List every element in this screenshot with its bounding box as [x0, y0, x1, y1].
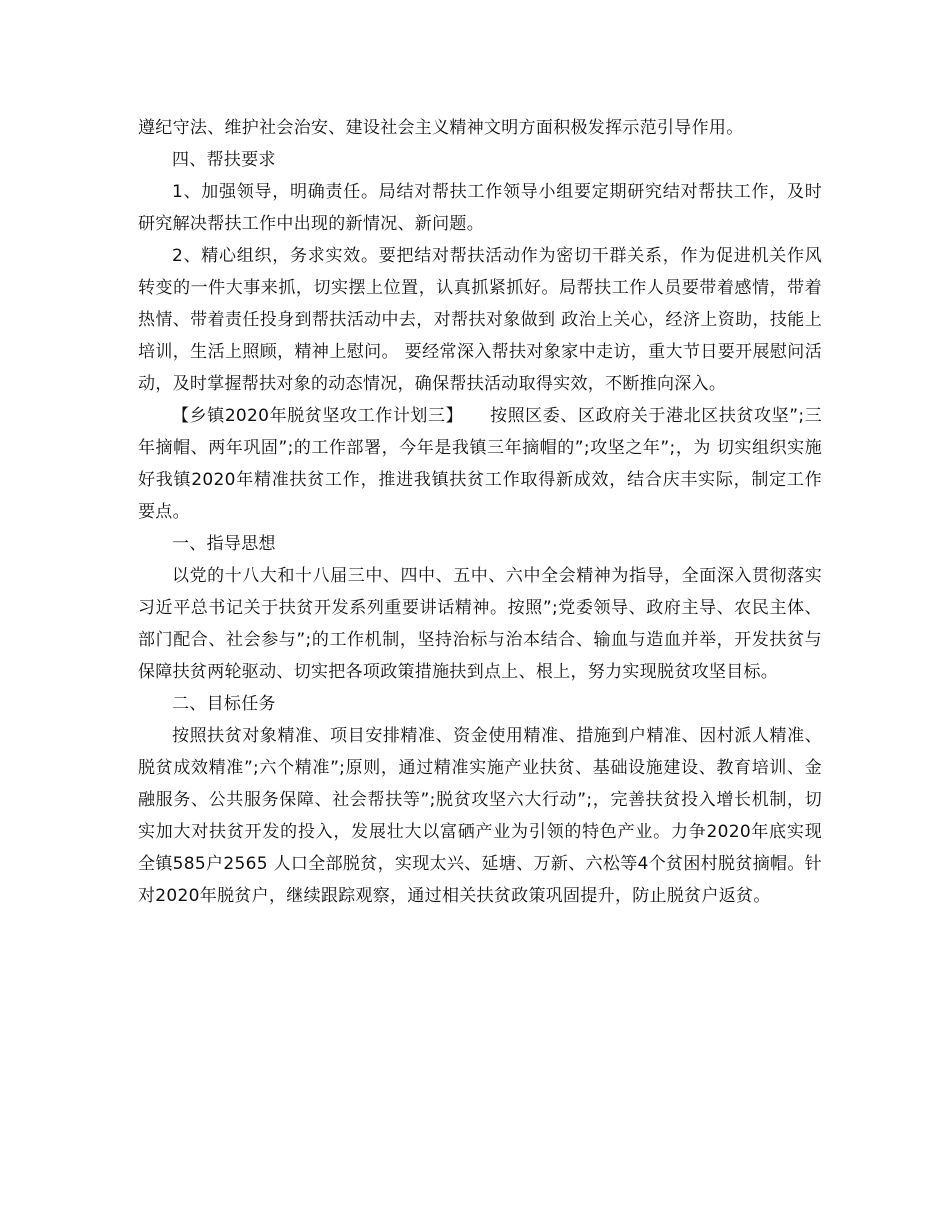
section-heading-guiding-thought: 一、指导思想: [172, 534, 276, 554]
paragraph-guiding-thought: 以党的十八大和十八届三中、四中、五中、六中全会精神为指导，全面深入贯彻落实习近平总书记关于扶贫开发系列重要讲话精神。按照”;党委领导、政府主导、农民主体、部门配合、社会参与”;的工作机制，坚持治标与治本结合、输血与造血并举，开发扶贫与保障扶贫两轮驱动、切实把各项政策措施扶到点上、根上，努力实现脱贫攻坚目标。: [138, 566, 822, 682]
section-heading-requirements: 四、帮扶要求: [172, 150, 276, 170]
paragraph-organization: 2、精心组织，务求实效。要把结对帮扶活动作为密切干群关系，作为促进机关作风转变的一件大事来抓，切实摆上位置，认真抓紧抓好。局帮扶工作人员要带着感情，带着热情、带着责任投身到帮扶活动中去，对帮扶对象做到 政治上关心，经济上资助，技能上培训，生活上照顾，精神上慰问。 要经常深入帮扶对象家中走访，重大节日要开展慰问活动，及时掌握帮扶对象的动态情况，确保帮扶活动取得实效，不断推向深入。: [138, 246, 822, 394]
paragraph-goals: 按照扶贫对象精准、项目安排精准、资金使用精准、措施到户精准、因村派人精准、脱贫成效精准”;六个精准”;原则，通过精准实施产业扶贫、基础设施建设、教育培训、金融服务、公共服务保障、社会帮扶等”;脱贫攻坚六大行动”;，完善扶贫投入增长机制，切实加大对扶贫开发的投入，发展壮大以富硒产业为引领的特色产业。力争2020年底实现全镇585户2565 人口全部脱贫，实现太兴、延塘、万新、六松等4个贫困村脱贫摘帽。针对2020年脱贫户，继续跟踪观察，通过相关扶贫政策巩固提升，防止脱贫户返贫。: [138, 726, 822, 906]
paragraph-plan-three-intro: 【乡镇2020年脱贫坚攻工作计划三】 按照区委、区政府关于港北区扶贫攻坚”;三年摘帽、两年巩固”;的工作部署，今年是我镇三年摘帽的”;攻坚之年”;，为 切实组织实施好我镇2020年精准扶贫工作，推进我镇扶贫工作取得新成效，结合庆丰实际，制定工作要点。: [138, 406, 822, 522]
paragraph-continuation: 遵纪守法、维护社会治安、建设社会主义精神文明方面积极发挥示范引导作用。: [138, 118, 744, 138]
paragraph-leadership: 1、加强领导，明确责任。局结对帮扶工作领导小组要定期研究结对帮扶工作，及时研究解决帮扶工作中出现的新情况、新问题。: [138, 182, 822, 234]
document-body: [138, 112, 822, 912]
section-heading-goals: 二、目标任务: [172, 694, 276, 714]
